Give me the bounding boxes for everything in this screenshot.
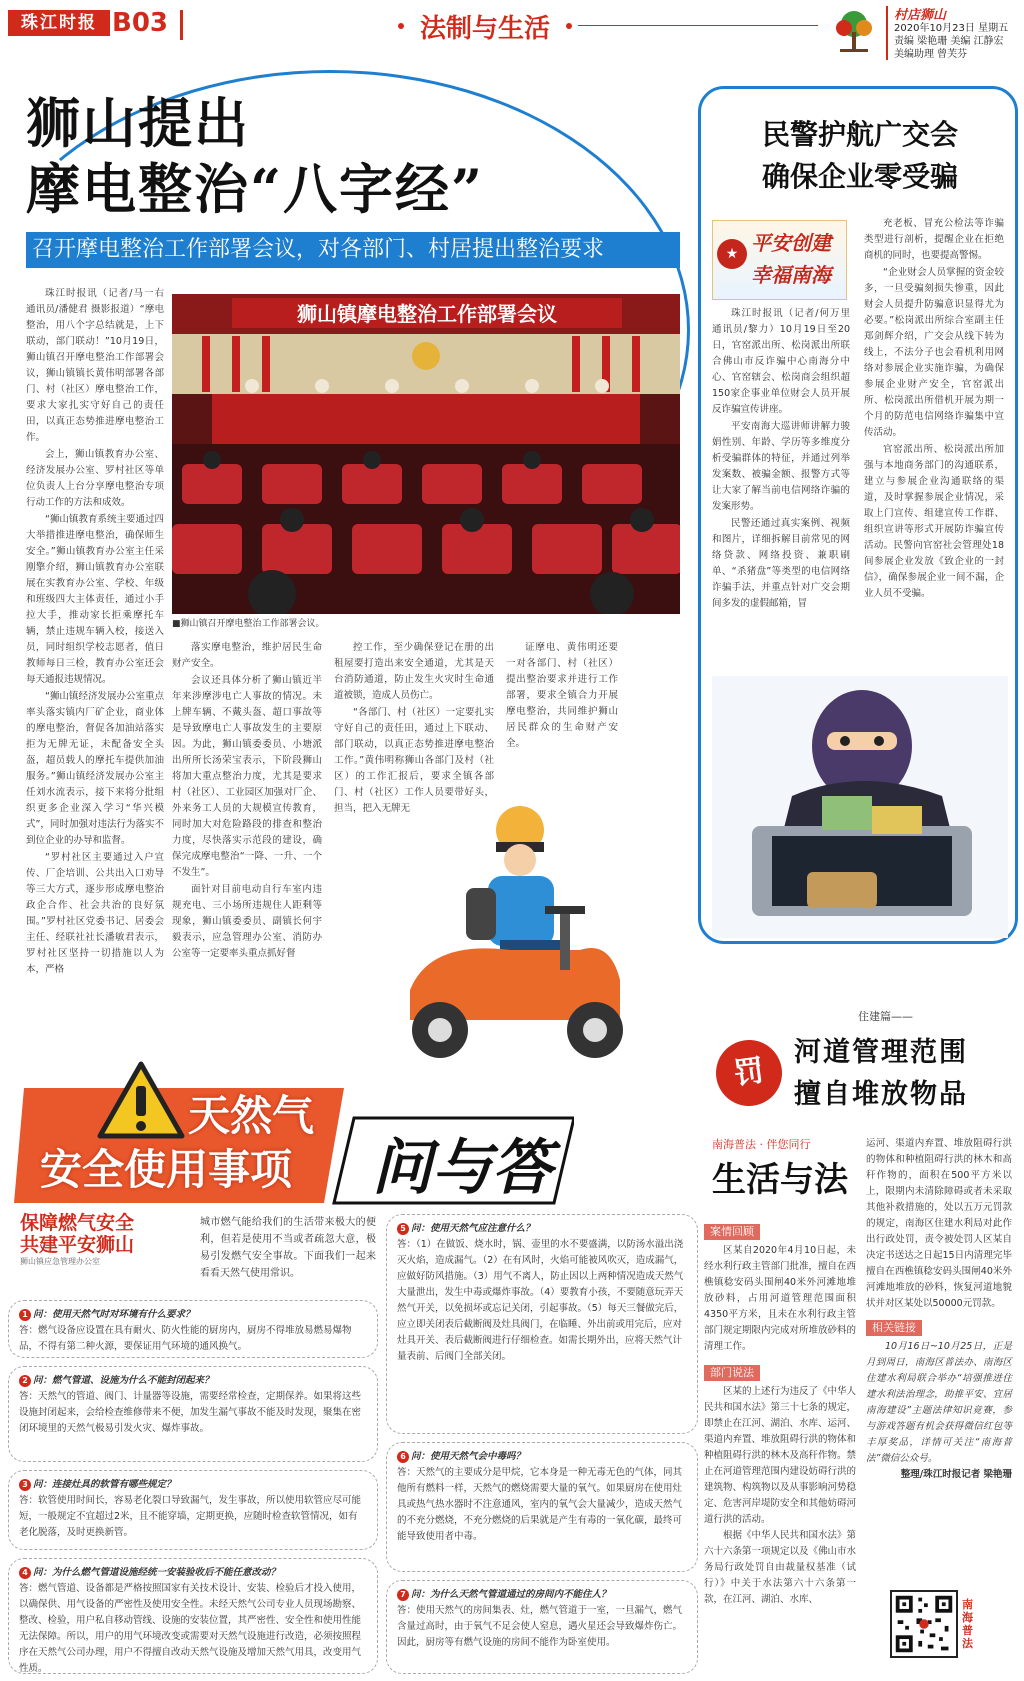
main-article-col-4: [506, 640, 618, 753]
editor-line-1: 责编 梁艳珊 美编 江静宏: [894, 36, 1004, 47]
paragraph: 充老板、冒充公检法等诈骗类型进行剖析，提醒企业在拒绝商机的同时，也要提高警惕。: [864, 218, 1004, 261]
question-number: 2: [19, 1375, 31, 1387]
question-text: 问：使用天然气时对环境有什么要求？: [33, 1309, 195, 1320]
paragraph: 面针对目前电动自行车室内违规充电、三小场所违规住人距剩等现象，狮山镇委委员、副镇长何宇毅表示，应急管理办公室、消防办公室等一定要率头重点抓好督: [172, 884, 322, 959]
qa-item-2: [8, 1366, 378, 1462]
river-col-1: [704, 1224, 856, 1608]
paragraph: 平安南海大巡讲师讲解力骏娟性别、年龄、学历等多维度分析受骗群体的特征，并通过列举发案数、被骗金额、报警方式等让大家了解当前电信网络诈骗的发案形势。: [712, 421, 850, 512]
police-article-col-2: [864, 216, 1004, 603]
banner-line-2: 幸福南海: [751, 263, 831, 287]
gas-intro: 城市燃气能给我们的生活带来极大的便利，但若是使用不当或者疏忽大意，极易引发燃气安全事故。下面我们一起来看看天然气使用常识。: [200, 1217, 376, 1279]
river-headline: [794, 1032, 968, 1116]
question-5: [397, 1221, 687, 1237]
question-number: 3: [19, 1479, 31, 1491]
headline-line-2: 摩电整治“八字经”: [26, 157, 485, 221]
penalty-stamp-icon: 罚: [712, 1036, 787, 1111]
qa-item-4: [8, 1558, 378, 1674]
photo-caption: ■狮山镇召开摩电整治工作部署会议。: [172, 619, 325, 629]
qa-label: 问与答: [372, 1133, 552, 1203]
headline-line-1: 狮山提出: [26, 91, 250, 155]
tag-case: 案情回顾: [704, 1224, 760, 1240]
question-7: [397, 1587, 687, 1603]
main-headline: [26, 90, 484, 222]
tag-law: 部门说法: [704, 1365, 760, 1381]
paragraph: 珠江时报讯（记者/何万里 通讯员/黎力）10月19日至20日，官窑派出所、松岗派出所联合佛山市反诈骗中心南海分中心、官窑辖会、松岗商会组织超150家企事业单位财会人员开展反诈骗宣传讲座。: [712, 308, 850, 415]
gas-sub-line-2: 共建平安狮山: [20, 1234, 135, 1256]
section-title: 法制与生活: [420, 14, 551, 44]
qr-label: 南海普法: [962, 1598, 973, 1650]
date-line: 2020年10月23日 星期五: [894, 23, 1009, 34]
paragraph: 珠江时报讯（记者/马一右 通讯员/潘健君 摄影报道）“摩电整治，用八个字总结就是，上下联动，部门联动！”10月19日，狮山镇召开摩电整治工作部署会议，狮山镇镇长黄伟明部署各部门、村（社区）摩电整治工作，要求大家扎实守好自己的责任田，以真正态势推进摩电整治工作。: [26, 288, 164, 443]
scooter-rider-icon: [370, 790, 660, 1080]
byline: 整理/珠江时报记者 梁艳珊: [900, 1469, 1012, 1480]
question-number: 4: [19, 1567, 31, 1579]
paragraph: 控工作，至少确保登记在册的出租屋要打造出来安全通道，尤其是天台消防通道，防止发生火灾时生命通道被锁，造成人员伤亡。: [334, 642, 494, 701]
brand-name: 村店狮山: [894, 8, 947, 23]
tag-link: 相关链接: [866, 1320, 922, 1336]
law-text: 区某的上述行为违反了《中华人民共和国水法》第三十七条的规定，即禁止在江河、湖泊、水库、运河、渠道内弃置、堆放阻碍行洪的物体和种植阻碍行洪的林木及高秆作物。禁止在河道管理范围内建设妨碍行洪的建筑物、构筑物以及从事影响河势稳定、危害河岸堤防安全和其他妨碍河道行洪的活动。: [704, 1386, 857, 1525]
river-col-2: [866, 1136, 1012, 1483]
case-text: 区某自2020年4月10日起，未经水利行政主管部门批准，擅自在西樵镇稔安码头围闸40米外河滩地堆放砂料，占用河道管理范围面积4350平方米，且未在水利行政主管部门规定期限内完成对所堆放砂料的清理工作。: [704, 1245, 857, 1352]
meeting-hall-icon: [172, 294, 680, 614]
qa-item-1: [8, 1300, 378, 1358]
question-text: 问：使用天然气应注意什么？: [411, 1223, 535, 1234]
paragraph: 落实摩电整治，维护居民生命财产安全。: [172, 642, 322, 669]
qa-item-7: [386, 1580, 698, 1674]
tree-logo-icon: [830, 8, 878, 54]
gas-title-line-2: 安全使用事项: [40, 1145, 293, 1194]
police-headline-line-2: 确保企业零受骗: [761, 160, 958, 193]
header-divider: [180, 10, 183, 40]
police-badge-icon: ★: [717, 239, 747, 269]
gas-sub-line-1: 保障燃气安全: [20, 1212, 135, 1234]
banner-line-1: 平安创建: [751, 231, 831, 255]
question-number: 6: [397, 1451, 409, 1463]
answer-7: 答：使用天然气的房间集表、灶，燃气管道于一室，一旦漏气，燃气含量过高时，由于氧气不足会使人窒息，遇火星还会导致爆炸伤亡。因此，厨房等有燃气设施的房间不能作为卧室使用。: [397, 1605, 683, 1648]
link-text: 10月16日~10月25日，正是月到周日，南海区普法办、南海区住建水利局联合举办“培强推进住建水利法治理念，助推平安、宜居南海建设”主题法律知识竞赛，参与游戏答题有机会获得微信红包等丰厚奖品，详情可关注“南海普法”微信公众号。: [866, 1341, 1012, 1464]
paragraph: “狮山镇经济发展办公室重点率头落实镇内厂矿企业，商业体的摩电整治，督促各加油站落实拒为无牌无证，未配备安全头盔，超员载人的摩托车提供加油服务。”狮山镇经济发展办公室主任刘水流表示，接下来将分批组织更多企业深入学习“华兴模式”，同时加强对违法行为落实不到位企业的办导和监督。: [26, 691, 164, 846]
page-code: B03: [112, 8, 168, 38]
question-4: [19, 1565, 367, 1581]
question-text: 问：燃气管道、设施为什么不能封闭起来？: [33, 1375, 214, 1386]
qa-item-5: [386, 1214, 698, 1434]
question-text: 问：连接灶具的软管有哪些规定？: [33, 1479, 176, 1490]
header-dot-right: [566, 23, 572, 29]
qr-code-icon[interactable]: [890, 1590, 958, 1658]
question-number: 5: [397, 1223, 409, 1235]
answer-4: 答：燃气管道、设备都是严格按照国家有关技术设计、安装、检验后才投入使用，以确保供、用气设备的严密性及使用安全性。未经天然气公司专业人员现场勘察、整改、检验，用户私自移动管线、设施的安装位置，其严密性、安全性和使用性能无法保障。所以，用户的用气环境改变或需要对天然气设施进行改造，必须按照程序在天然气公司办理，用户不得擅自改动天然气设施及增加天然气用具，改变用气性质。: [19, 1583, 362, 1674]
question-text: 问：为什么燃气管道设施经统一安装验收后不能任意改动？: [33, 1567, 281, 1578]
question-number: 1: [19, 1309, 31, 1321]
paragraph: “企业财会人员掌握的资金较多，一旦受骗刻损失惨重，因此财会人员提升防骗意识显得尤为必要。”松岗派出所综合室副主任郑剑辉介绍，广交会从线下转为线上，不法分子也会看机利用网络对参展企业实施诈骗，为确保参展企业财产安全，官窑派出所、松岗派出所借机开展为期一个月的防范电信网络诈骗集中宣传活动。: [864, 267, 1004, 438]
answer-5: 答：（1）在做饭、烧水时，锅、壶里的水不要盛满，以防汤水溢出浇灭火焰，造成漏气。（2）在有风时，火焰可能被风吹灭，造成漏气，应做好防风措施。（3）用气不离人，防止因以上两种情况造成天然气大量泄出，发生中毒或爆炸事故。（4）要教育小孩，不要随意玩弄天然气开关，以免损坏或忘记关闭，引起事故。（5）每天三餐做完后，应立即关闭表后截断阀及灶具阀门，在临睡、外出前或用完后，应对灶具开关、表后截断阀进行仔细检查。如需长期外出，应将天然气计量表前、后阀门全部关闭。: [397, 1239, 684, 1362]
paragraph: “狮山镇教育系统主要通过四大举措推进摩电整治，确保师生安全。”狮山镇教育办公室主任采刚擎介绍，狮山镇教育办公室联展在实教育办公室、学校、年级和班级四大主体责任，通过小手拉大手，推动家长拒乘摩托车辆，禁止违规车辆入校，接送入员，同时组织学校志愿者，值日教师每日三检，教育办公室还会每天通报违规情况。: [26, 514, 164, 685]
question-2: [19, 1373, 367, 1389]
police-headline: [710, 114, 1010, 198]
header-divider-right: [886, 6, 888, 60]
series-label: 住建篇——: [858, 1010, 913, 1023]
paragraph: 民警还通过真实案例、视频和图片，详细拆解目前常见的网络贷款、网络投资、兼职刷单、“杀猪盘”等类型的电信网络诈骗手法，并重点针对广交会期间多发的虚假邮箱，冒: [712, 518, 850, 609]
gas-sub-line-3: 狮山镇应急管理办公室: [20, 1257, 100, 1266]
paragraph: “罗村社区主要通过入户宣传、厂企培训、公共出入口劝导等三大方式，逐步形成摩电整治政企合作、社会共治的良好氛围。”罗村社区党委书记、居委会主任、经联社社长潘敏君表示，罗村社区坚持一切措施以人为本，严格: [26, 852, 164, 975]
safety-campaign-banner: [712, 220, 847, 300]
header-rule: [578, 25, 818, 26]
question-text: 问：为什么天然气管道通过的房间内不能住人？: [411, 1589, 611, 1600]
photo-banner-text: 狮山镇摩电整治工作部署会议: [297, 302, 557, 326]
paragraph: 证摩电、黄伟明还要一对各部门、村（社区）提出整治要求并进行工作部署，要求全镇合力开展摩电整治，共同维护狮山居民群众的生命财产安全。: [506, 642, 618, 749]
qa-item-6: [386, 1442, 698, 1572]
question-text: 问：使用天然气会中毒吗？: [411, 1451, 526, 1462]
question-number: 7: [397, 1589, 409, 1601]
paragraph: “各部门、村（社区）一定要扎实守好自己的责任田，通过上下联动、部门联动，以真正态势推进摩电整治工作。”黄伟明称狮山各部门及村（社区）的工作汇报后，要求全镇各部门、村（社区）工作人员要带好头，担当，把入无牌无: [334, 707, 494, 814]
subheadline-banner: 召开摩电整治工作部署会议，对各部门、村居提出整治要求: [26, 232, 680, 268]
answer-6: 答：天然气的主要成分是甲烷，它本身是一种无毒无色的气体，同其他所有燃料一样，天然气的燃烧需要大量的氧气。如果厨房在使用灶具或热气热水器时不注意通风，室内的氧气会大量减少，造成天然气的不充分燃烧，不充分燃烧的后果就是产生有毒的一氧化碳，最终可能导致使用者中毒。: [397, 1467, 683, 1542]
paragraph: 官窑派出所、松岗派出所加强与本地商务部门的沟通联系，建立与参展企业沟通联络的渠道，及时掌握参展企业情况，采取上门宣传、组建宣传工作群、组织宣讲等形式开展防诈骗宣传活动。民警向官窑社会管理处18间参展企业发放《致企业的一封信》，确保参展企业一间不漏，企业人员不受骗。: [864, 444, 1004, 599]
answer-3: 答：软管使用时间长，容易老化裂口导致漏气，发生事故，所以使用软管应尽可能短，一般规定不宜超过2米，且不能穿墙，定期更换，应随时检查软管情况，如有老化脱落，及时更换新管。: [19, 1495, 362, 1538]
paragraph: 会上，狮山镇教育办公室、经济发展办公室、罗村社区等单位负责人上台分享摩电整治专项行动工作的方法和成效。: [26, 449, 164, 508]
gas-title-line-1: 天然气: [188, 1091, 315, 1140]
main-article-col-1: [26, 286, 164, 979]
editor-line-2: 美编助理 曾芙芬: [894, 49, 968, 60]
warning-sign-icon: [96, 1060, 186, 1140]
question-3: [19, 1477, 367, 1493]
law-text-2: 根据《中华人民共和国水法》第六十六条第一项规定以及《佛山市水务局行政处罚自由裁量权基准（试行）》中关于水法第六十六条第一款，在江河、湖泊、水库、: [704, 1530, 857, 1605]
header-dot-left: [398, 23, 404, 29]
river-headline-line-2: 擅自堆放物品: [794, 1079, 968, 1110]
fraudster-illustration-icon: [712, 676, 1008, 938]
qa-item-3: [8, 1470, 378, 1550]
question-1: [19, 1307, 367, 1323]
main-article-col-2: [172, 640, 322, 963]
paragraph: 会议还具体分析了狮山镇近半年来涉摩涉电亡人事故的情况。未上牌车辆、不戴头盔、超口事故等是导致摩电亡人事故发生的主要原因。为此，狮山镇委委员、小塘派出所所长汤荣宝表示，下阶段狮山将加大重点整治力度，尤其是要求村（社区）、工业园区加强对厂企、外来务工人员的大规模宣传教育，同时加大对危险路段的排查和整治力度，尽快落实示范段的建设，确保完成摩电整治“一降、一升、一个不发生”。: [172, 675, 322, 878]
question-6: [397, 1449, 687, 1465]
river-col-2-text: 运河、渠道内弃置、堆放阻碍行洪的物体和种植阻碍行洪的林木和高秆作物的，面积在500平方米以上，限期内未清除障碍或者未采取其他补救措施的，处以五万元罚款的规定，南海区住建水利局对此作出行政处罚，责令被处罚人区某自决定书送达之日起15日内清理完毕擅自在西樵镇稔安码头围闸40米外河滩地堆放的砂料，恢复河道地貌状并对区某处以50000元罚款。: [866, 1138, 1012, 1309]
answer-2: 答：天然气的管道、阀门、计量器等设施，需要经常检查，定期保养。如果将这些设施封闭起来，会给检查维修带来不便，加发生漏气事故不能及时发现，聚集在密闭环境里的天然气极易引发火灾、爆炸事故。: [19, 1391, 362, 1434]
newspaper-logo: 珠江时报: [8, 10, 110, 36]
banner-title: 生活与法: [712, 1160, 848, 1200]
law-column-banner: [712, 1136, 864, 1220]
meeting-photo: [172, 294, 680, 614]
river-headline-line-1: 河道管理范围: [794, 1037, 968, 1068]
police-article-col-1: [712, 306, 850, 613]
police-headline-line-1: 民警护航广交会: [761, 118, 958, 151]
answer-1: 答：燃气设备应设置在具有耐火、防火性能的厨房内，厨房不得堆放易燃易爆物品，不得有第二种火源，要保证用气环境的通风换气。: [19, 1325, 352, 1352]
banner-tagline: 南海普法 · 伴您同行: [712, 1138, 811, 1151]
gas-campaign-label: [20, 1212, 195, 1267]
date-editors: [894, 22, 1008, 61]
